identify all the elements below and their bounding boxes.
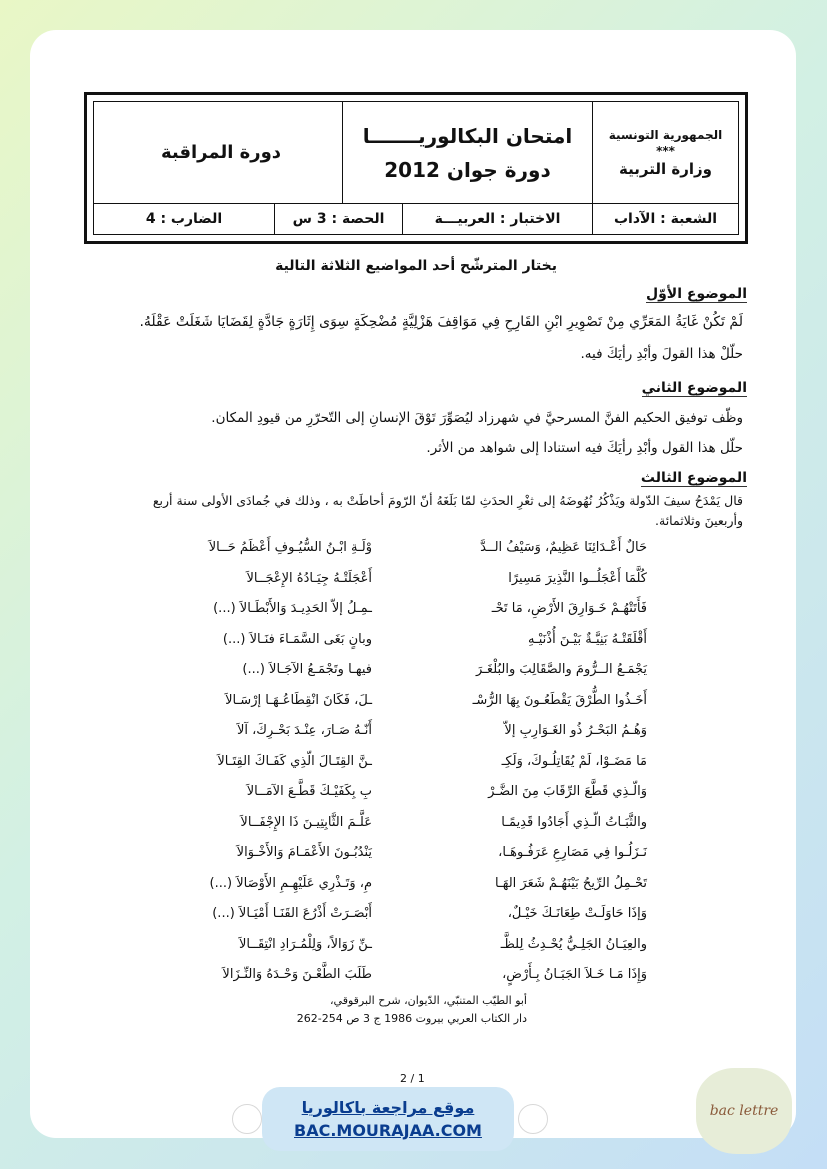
poem-verse-second-half: بِ بِكَفَيْـكَ قَطَّـعَ الآمَــالاَ bbox=[246, 784, 372, 799]
bac-lettre-logo bbox=[696, 1068, 792, 1154]
topic-3-heading: الموضوع الثالث bbox=[640, 470, 747, 486]
page-number: 2 / 1 bbox=[400, 1072, 425, 1085]
poem-verse-second-half: ـنِّ زَوَالاً، وَلِلْمُـرَادِ انْتِقَــالاَ bbox=[238, 936, 372, 952]
poem-verse-first-half: وَإذَا حَاوَلَـتْ طِعَانَـكَ خَيْـلٌ، bbox=[507, 906, 647, 921]
topic-1-heading: الموضوع الأوّل bbox=[645, 286, 747, 302]
poem-verse-first-half: أَقْلَقَتْـهُ بَنِيَّـةٌ بَيْـنَ أُذْنَيْـهِ bbox=[527, 631, 647, 647]
poem-verse-second-half: فيهـا وتَجْمَـعُ الآجَـالاَ (...) bbox=[242, 662, 372, 677]
poem-verse-second-half: يَنْدُبُـونَ الأَعْمَـامَ وَالأَخْـوَالاَ bbox=[236, 845, 372, 860]
poem-verse-second-half: مِ، وَتَـذْرِي عَلَيْهِـمِ الأَوْصَالاَ (...) bbox=[209, 875, 372, 891]
source-line-2: دار الكتاب العربي بيروت 1986 ج 3 ص 254-262 bbox=[296, 1012, 527, 1025]
poem-verse-second-half: وبانٍ بَغَى السَّمَـاءَ فنَـالاَ (...) bbox=[222, 631, 372, 647]
topic-2-heading: الموضوع الثاني bbox=[641, 380, 747, 396]
poem-verse-second-half: ـنَّ القِتَـالَ الّذِي كَفَـاكَ القِتَـالاَ bbox=[217, 753, 372, 769]
poem-verse-second-half: عَلَّـمَ الثَّابِتِيـنَ ذَا الإِجْفَــالاَ bbox=[240, 814, 372, 830]
poem-verse-second-half: طَلَبَ الطَّعْـنَ وَحْـدَهُ وَالنِّـزَالاَ bbox=[222, 967, 372, 982]
poem-verse-first-half: تَحْـمِلُ الرِّيحُ بَيْنَهُـمْ شَعَرَ الهَـا bbox=[494, 875, 647, 891]
footer-banner[interactable] bbox=[262, 1087, 514, 1151]
poem-verse-second-half: أَعْجَلَتْـهُ جِيَـادُهُ الإِعْجَــالاَ bbox=[246, 570, 372, 586]
topic-1-line-2: حلّلْ هذا القولَ وأبْدِ رأيَكَ فيه. bbox=[580, 346, 743, 362]
topic-2-line-1: وظّف توفيق الحكيم الفنَّ المسرحيَّ في شهرزاد ليُصَوِّرَ تَوْقَ الإنسانِ إلى التّحرّرِ من قيودِ المكان. bbox=[211, 410, 743, 426]
topic-2-line-2: حلّل هذا القول وأبْدِ رأيَكَ فيه استنادا إلى شواهد من الأثر. bbox=[426, 440, 743, 456]
subject-cell bbox=[402, 204, 592, 234]
duration-cell bbox=[274, 204, 402, 234]
poem-verse-first-half: نَـزَلُـوا فِي مَصَارِعِ عَرَفُـوهَـا، bbox=[498, 845, 647, 860]
duration-label: الحصة : 3 س bbox=[292, 211, 385, 227]
poem-verse-first-half: وَهُـمُ البَحْـرُ ذُو الغَـوَارِبِ إلاّ bbox=[504, 723, 647, 738]
poem-verse-first-half: كُلَّمَا أَعْجَلُــوا النَّذِيرَ مَسِيرًا bbox=[508, 570, 647, 586]
poem-verse-second-half: وْلَـةِ ابْـنُ السُّيُـوفِ أَعْظَمُ حَــالاَ bbox=[208, 540, 372, 555]
footer-site-name[interactable]: موقع مراجعة باكالوريا bbox=[301, 1098, 475, 1117]
topic-1-line-1: لَمْ تَكُنْ غَايَةُ المَعَرِّي مِنْ تَصْوِيرِ ابْنِ القَارِحِ فِي مَوَاقِفَ هَزْلِيَّةٍ مُضْحِكَةٍ سِوَى إِثَارَةٍ جَادَّةٍ لِقَضَايَا شَغَلَتْ عَقْلَهُ. bbox=[139, 314, 743, 330]
poem-verse-first-half: أَخَـذُوا الطُّرْقَ يَقْطَعُـونَ بِهَا الرُّسْـ bbox=[472, 692, 647, 708]
poem-verse-second-half: أَنّـهُ صَـارَ، عِنْـدَ بَحْـرِكَ، آلاَ bbox=[236, 723, 372, 738]
source-line-1: أبو الطيّب المتنبّي، الدّيوان، شرح البرقوقي، bbox=[330, 994, 527, 1007]
poem-verse-first-half: والثَّبَـاتُ الّـذِي أَجَادُوا قَدِيمًـا bbox=[501, 814, 647, 830]
branch-cell bbox=[592, 204, 738, 234]
poem-verse-first-half: مَا مَضَـوْا، لَمْ يُقَاتِلُـوكَ، وَلَكِـ bbox=[501, 753, 647, 769]
bac-lettre-text: bac lettre bbox=[709, 1103, 779, 1119]
exam-header bbox=[84, 92, 748, 244]
republic-label: الجمهورية التونسية bbox=[608, 127, 723, 142]
poem-verse-first-half: والعِيَـانُ الجَلِـيُّ يُحْـدِثُ لِلظَّـ bbox=[500, 936, 647, 952]
coefficient-cell bbox=[94, 204, 274, 234]
session-type: دورة المراقبة bbox=[160, 142, 282, 163]
instructions: يختار المترشّح أحد المواضيع الثلاثة التالية bbox=[275, 258, 557, 274]
poem-verse-second-half: أَبْصَـرَتْ أَذْرُعَ القَنَـا أَمْيَـالاَ (...) bbox=[212, 906, 372, 921]
poem-verse-second-half: ـلَ، فَكَانَ انْقِطَاعُـهَـا إرْسَـالاَ bbox=[225, 692, 372, 708]
topic-3-line-2: وأربعينَ وثلاثمائة. bbox=[655, 513, 743, 528]
stars: *** bbox=[656, 143, 675, 158]
poem-verse-first-half: وَالّـذِي قَطَّعَ الرِّقَابَ مِنَ الضَّـرْ bbox=[488, 784, 647, 799]
ministry-label: وزارة التربية bbox=[619, 159, 712, 178]
poem-verse-first-half: حَالٌ أَعْـدَائِنَا عَظِيمٌ، وَسَيْفُ الــدَّ bbox=[480, 540, 647, 555]
session-date: دورة جوان 2012 bbox=[384, 157, 551, 182]
poem-verse-second-half: ـمِـلُ إلاّ الحَدِيـدَ وَالأَبْطَـالاَ (...) bbox=[213, 601, 372, 616]
coefficient-label: الضارب : 4 bbox=[145, 211, 223, 227]
site-logo-left bbox=[232, 1104, 262, 1134]
subject-label: الاختبار : العربيـــة bbox=[434, 211, 561, 227]
footer-site-url[interactable]: BAC.MOURAJAA.COM bbox=[294, 1121, 482, 1140]
poem-verse-first-half: يَجْمَـعُ الــرُّومَ والصَّقَالِبَ والبُلْغَـرَ bbox=[475, 662, 647, 677]
site-logo-right bbox=[518, 1104, 548, 1134]
topic-3-line-1: قال يَمْدَحُ سيفَ الدّولة ويَذْكُرُ نُهُوضَهُ إلى ثغْرِ الحدَثِ لمّا بَلَغَهُ أنّ الرّومَ أحاطَتْ به ، وذلك في جُمادَى الأولى سنة أربع bbox=[152, 493, 743, 508]
poem-verse-first-half: فَأَتَتْهُـمْ خَـوَارِقَ الأَرْضِ، مَا تَحْـ bbox=[491, 601, 647, 616]
poem-verse-first-half: وَإِذَا مَـا خَـلاَ الجَبَـانُ بِـأَرْضٍ، bbox=[502, 967, 647, 982]
exam-title: امتحان البكالوريـــــــا bbox=[362, 123, 573, 148]
branch-label: الشعبة : الآداب bbox=[613, 211, 718, 227]
